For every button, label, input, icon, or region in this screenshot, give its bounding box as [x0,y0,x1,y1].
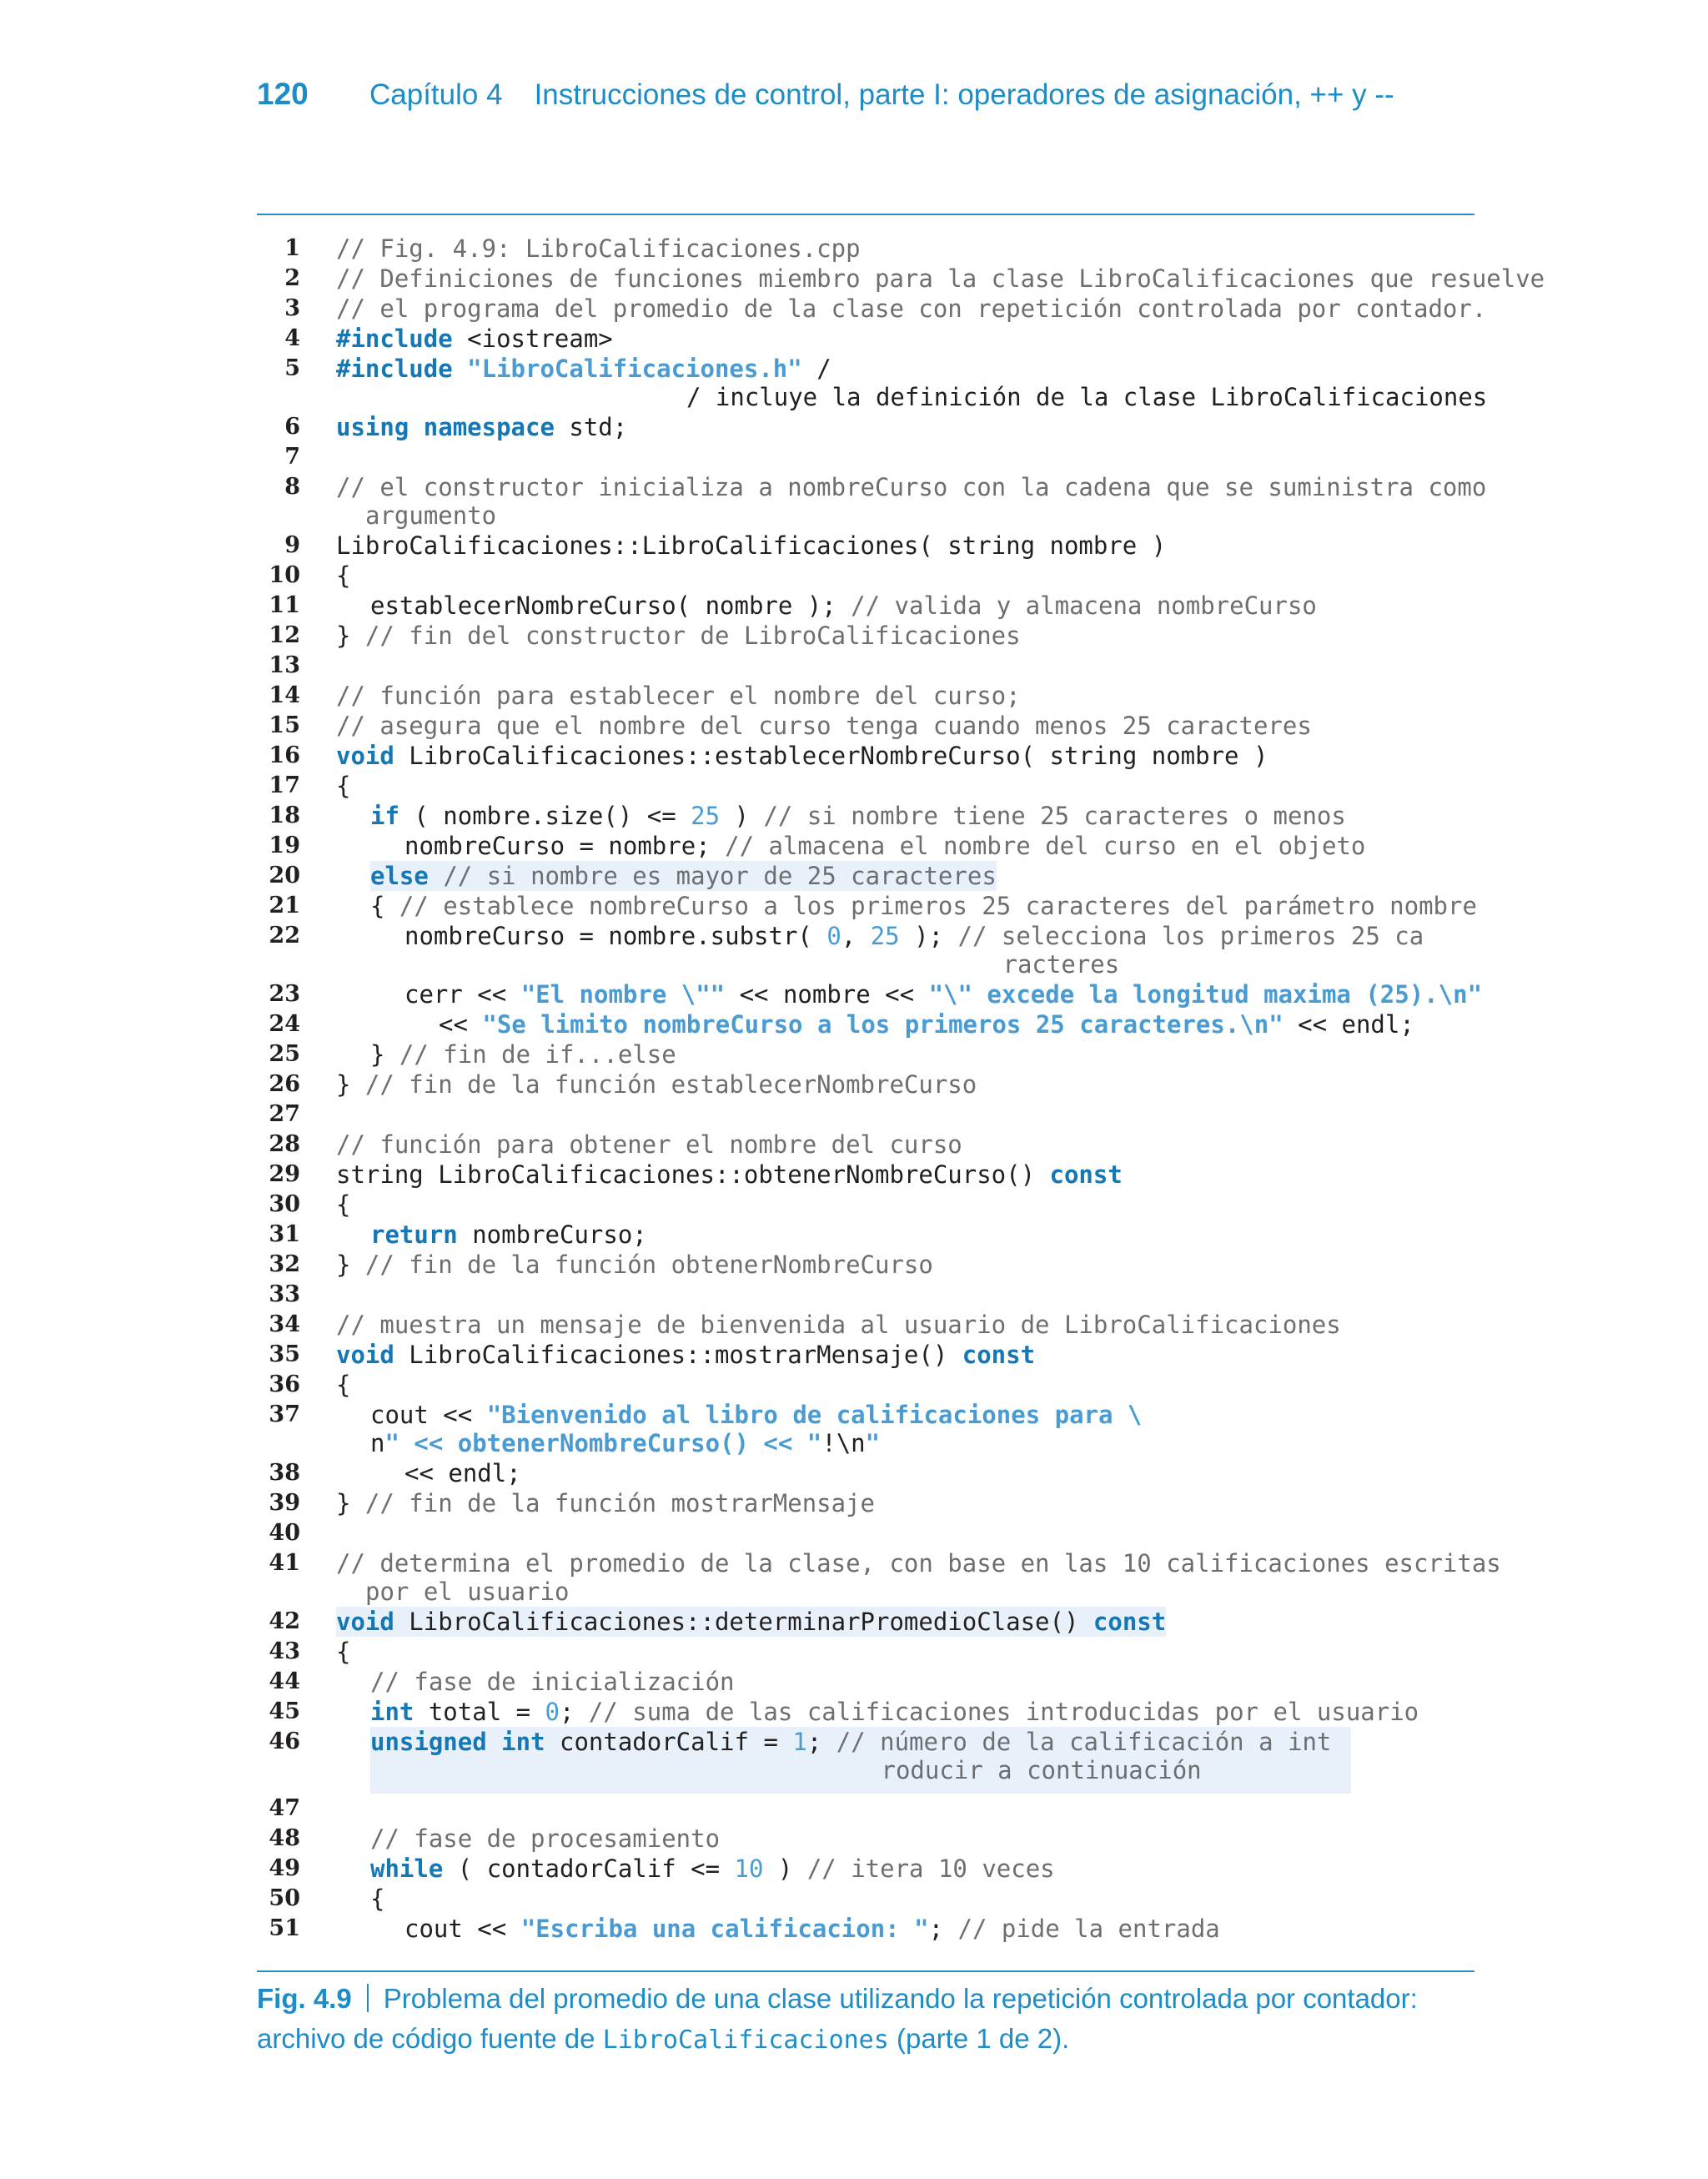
line-number: 41 [269,1550,300,1576]
code-line [257,591,1474,621]
code-text: } // fin de if...else [370,1040,676,1069]
line-number: 11 [269,592,300,618]
code-line [257,1220,1474,1250]
code-line [257,234,1474,264]
code-text: nombreCurso = nombre; // almacena el nombre del curso en el objeto [404,832,1366,860]
code-text: // Definiciones de funciones miembro para la clase LibroCalificaciones que resuelve [336,264,1545,293]
code-text: // el constructor inicializa a nombreCurso con la cadena que se suministra como [336,473,1487,501]
code-line [257,891,1477,921]
code-line [257,1914,1474,1944]
code-line [257,412,1474,442]
code-line [257,681,1474,711]
chapter-title: Instrucciones de control, parte I: operadores de asignación, ++ y -- [534,78,1394,111]
code-line [257,324,1474,354]
line-number: 24 [269,1011,300,1037]
line-number: 35 [269,1341,300,1367]
code-text-continuation: / incluye la definición de la clase LibroCalificaciones [686,383,1488,411]
code-line [257,651,1474,681]
code-line [257,1667,1474,1697]
code-text: // fase de procesamiento [370,1824,721,1853]
line-number: 31 [269,1221,300,1247]
code-text: using namespace std; [336,413,628,441]
code-text-continuation: argumento [365,501,497,530]
line-number: 25 [269,1041,300,1067]
line-number: 44 [269,1668,300,1694]
line-number: 17 [269,772,300,798]
code-text: // Fig. 4.9: LibroCalificaciones.cpp [336,234,861,263]
code-text: void LibroCalificaciones::establecerNombreCurso( string nombre ) [336,742,1268,770]
code-text: nombreCurso = nombre.substr( 0, 25 ); // selecciona los primeros 25 ca [404,922,1424,950]
line-number: 15 [269,712,300,738]
code-text: } // fin del constructor de LibroCalificaciones [336,621,1021,650]
line-number: 22 [269,923,300,949]
line-number: 21 [269,893,300,918]
code-line [257,561,1474,591]
code-text: // fase de inicialización [370,1668,735,1696]
code-line [257,1100,1474,1130]
code-text-continuation: roducir a continuación [881,1756,1202,1784]
line-number: 16 [269,742,300,768]
caption-text: Problema del promedio de una clase utilizando la repetición controlada por contador: archivo de código fuente de [257,1983,1418,2054]
code-text: { // establece nombreCurso a los primeros 25 caracteres del parámetro nombre [370,892,1477,920]
chapter-label: Capítulo 4 [369,78,503,111]
caption-divider [367,1984,369,2012]
code-text: LibroCalificaciones::LibroCalificaciones( string nombre ) [336,531,1167,560]
code-line [257,1884,1474,1914]
code-line [257,771,1474,801]
code-text: #include "LibroCalificaciones.h" / [336,355,831,383]
line-number: 9 [284,532,300,558]
code-text: { [336,772,351,800]
code-text: // el programa del promedio de la clase con repetición controlada por contador. [336,294,1487,323]
code-text: } // fin de la función mostrarMensaje [336,1489,876,1517]
line-number: 8 [284,474,300,500]
line-number: 3 [284,295,300,321]
code-line [257,1794,1474,1824]
line-number: 32 [269,1251,300,1277]
code-text: cerr << "El nombre \"" << nombre << "\" excede la longitud maxima (25).\n" [404,980,1483,1009]
code-line [257,1250,1474,1280]
code-line [257,1488,1474,1518]
code-text: cout << "Bienvenido al libro de calificaciones para \ [370,1401,1143,1429]
line-number: 37 [269,1402,300,1427]
code-text: while ( contadorCalif <= 10 ) // itera 10 veces [370,1854,1055,1883]
code-text-continuation: n" << obtenerNombreCurso() << "!\n" [370,1429,881,1457]
code-line [257,1160,1474,1190]
code-line [257,1370,1474,1400]
line-number: 5 [284,355,300,381]
code-text: // determina el promedio de la clase, con base en las 10 calificaciones escritas [336,1549,1516,1578]
code-line [257,442,1474,472]
code-line [257,1190,1474,1220]
code-text: { [336,1638,351,1666]
line-number: 39 [269,1490,300,1516]
code-line [257,264,1545,294]
line-number: 38 [269,1460,300,1486]
code-line [257,831,1474,861]
code-line [257,1400,1474,1458]
code-listing [257,234,1545,1944]
code-text-continuation: racteres [1002,950,1120,979]
code-line [257,1607,1474,1637]
caption-code-term: LibroCalificaciones [602,2026,889,2055]
code-line [257,979,1483,1009]
code-line [257,741,1474,771]
code-line [257,1310,1474,1340]
code-text: else // si nombre es mayor de 25 caracteres [370,862,997,890]
figure-label: Fig. 4.9 [257,1983,352,2014]
code-line [257,1548,1516,1607]
code-text: { [370,1885,385,1913]
code-text: unsigned int contadorCalif = 1; // número de la calificación a int [370,1727,1351,1794]
code-line [257,1130,1474,1160]
line-number: 20 [269,863,300,888]
line-number: 13 [269,652,300,678]
code-text: string LibroCalificaciones::obtenerNombreCurso() const [336,1160,1123,1189]
line-number: 36 [269,1371,300,1397]
code-line [257,801,1474,831]
line-number: 42 [269,1608,300,1634]
code-line [257,1458,1474,1488]
code-text: // muestra un mensaje de bienvenida al usuario de LibroCalificaciones [336,1311,1341,1339]
line-number: 34 [269,1311,300,1337]
code-text: establecerNombreCurso( nombre ); // valida y almacena nombreCurso [370,591,1317,620]
code-text: return nombreCurso; [370,1220,647,1249]
code-line [257,1824,1474,1854]
code-text: int total = 0; // suma de las calificaciones introducidas por el usuario [370,1698,1419,1726]
code-line [257,1697,1474,1727]
code-text: #include <iostream> [336,325,613,353]
line-number: 19 [269,833,300,858]
line-number: 14 [269,682,300,708]
top-rule [257,214,1474,215]
code-text: } // fin de la función obtenerNombreCurso [336,1251,933,1279]
line-number: 49 [269,1855,300,1881]
page-number: 120 [257,77,309,111]
code-text: void LibroCalificaciones::determinarPromedioClase() const [336,1608,1167,1636]
line-number: 29 [269,1161,300,1187]
line-number: 43 [269,1638,300,1664]
code-text: cout << "Escriba una calificacion: "; // pide la entrada [404,1915,1220,1943]
line-number: 4 [284,325,300,351]
line-number: 6 [284,414,300,440]
code-line [257,1069,1474,1100]
line-number: 26 [269,1071,300,1097]
code-text: { [336,561,351,590]
code-text-continuation: por el usuario [365,1578,570,1606]
line-number: 30 [269,1191,300,1217]
figure-caption [257,1979,1474,2061]
code-line [257,711,1474,741]
code-line [257,354,1488,412]
code-text: void LibroCalificaciones::mostrarMensaje() const [336,1341,1036,1369]
code-text: << "Se limito nombreCurso a los primeros 25 caracteres.\n" << endl; [439,1010,1414,1039]
code-line [257,621,1474,651]
code-text: << endl; [404,1459,521,1487]
code-line [257,1637,1474,1667]
line-number: 50 [269,1885,300,1911]
line-number: 10 [269,562,300,588]
code-line [257,294,1487,324]
code-line [257,531,1474,561]
code-text: // función para establecer el nombre del curso; [336,682,1021,710]
code-line [257,1039,1474,1069]
line-number: 23 [269,981,300,1007]
line-number: 28 [269,1131,300,1157]
running-header [257,77,1394,127]
code-line [257,1280,1474,1310]
line-number: 12 [269,622,300,648]
code-text: // función para obtener el nombre del curso [336,1130,962,1159]
line-number: 27 [269,1101,300,1127]
code-line [257,1727,1474,1794]
code-text: // asegura que el nombre del curso tenga cuando menos 25 caracteres [336,712,1312,740]
code-text: if ( nombre.size() <= 25 ) // si nombre tiene 25 caracteres o menos [370,802,1346,830]
bottom-rule [257,1970,1474,1972]
line-number: 2 [284,265,300,291]
code-line [257,1518,1474,1548]
code-line [257,1009,1474,1039]
line-number: 48 [269,1825,300,1851]
line-number: 47 [269,1795,300,1821]
line-number: 18 [269,803,300,828]
line-number: 33 [269,1281,300,1307]
code-text: { [336,1190,351,1219]
line-number: 51 [269,1915,300,1941]
code-line [257,1854,1474,1884]
code-line [257,1340,1474,1370]
code-text: } // fin de la función establecerNombreCurso [336,1070,977,1099]
code-line [257,861,1474,891]
line-number: 7 [284,444,300,470]
code-line [257,472,1487,531]
code-line [257,921,1474,979]
line-number: 1 [284,235,300,261]
code-text: { [336,1371,351,1399]
caption-part: (parte 1 de 2). [896,2023,1070,2054]
line-number: 46 [269,1729,300,1754]
line-number: 45 [269,1698,300,1724]
line-number: 40 [269,1520,300,1546]
